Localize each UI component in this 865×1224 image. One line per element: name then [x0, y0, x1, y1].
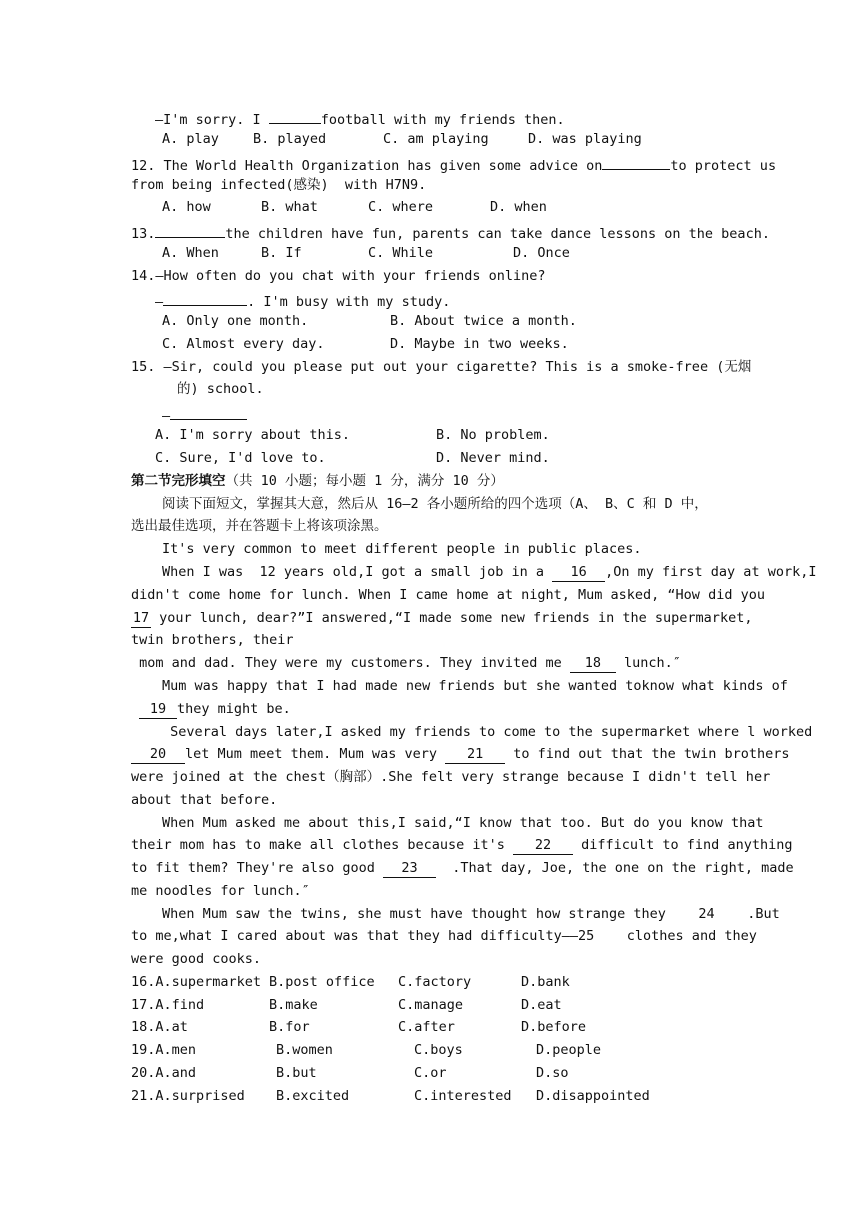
q11-text-pre: —I'm sorry. I — [155, 112, 269, 128]
answer-row-21 — [131, 1085, 650, 1222]
passage-text: to fit them? They're also good — [131, 860, 383, 876]
passage-line: Mum was happy that I had made new friends but she wanted toknow what kinds of — [162, 678, 788, 694]
q11-option-b: B. played — [253, 131, 327, 147]
q13-text-pre: 13. — [131, 226, 156, 242]
answer-20-b: B.but — [276, 1065, 317, 1081]
passage-line — [131, 652, 681, 675]
passage-text: let Mum meet them. Mum was very — [185, 746, 446, 762]
q15-line-2: 的) school. — [177, 381, 264, 397]
passage-line: When Mum saw the twins, she must have thought how strange they 24 .But — [162, 906, 780, 922]
answer-number: 20. — [131, 1065, 156, 1081]
blank-16: 16 — [552, 563, 605, 582]
answer-option: A.surprised — [155, 1088, 245, 1104]
answer-21-c: C.interested — [414, 1088, 512, 1104]
q15-option-b: B. No problem. — [436, 427, 550, 443]
answer-option: A.find — [155, 997, 205, 1013]
passage-line — [131, 607, 752, 630]
q12-blank — [602, 151, 670, 170]
section-note: （共 10 小题；每小题 1 分，满分 10 分） — [225, 473, 504, 489]
passage-p1: It's very common to meet different people in public places. — [162, 541, 642, 557]
answer-16-c: C.factory — [398, 974, 472, 990]
answer-number: 16. — [131, 974, 156, 990]
q12-option-b: B. what — [261, 199, 318, 215]
answer-option: A.men — [155, 1042, 197, 1058]
answer-16-b: B.post office — [269, 974, 375, 990]
passage-text: .That day, Joe, the one on the right, made — [435, 860, 794, 876]
passage-line — [162, 561, 816, 584]
passage-text: mom and dad. They were my customers. They invited me — [131, 655, 570, 671]
section-instructions-2: 选出最佳选项，并在答题卡上将该项涂黑。 — [131, 518, 388, 534]
passage-text: your lunch, dear?”I answered,“I made some new friends in the supermarket, — [151, 610, 753, 626]
passage-line — [131, 834, 792, 857]
q11-option-d: D. was playing — [528, 131, 642, 147]
answer-21-b: B.excited — [276, 1088, 350, 1104]
passage-text: they might be. — [177, 701, 291, 717]
q15-option-a: A. I'm sorry about this. — [155, 427, 351, 443]
section-heading — [131, 470, 504, 493]
blank-23: 23 — [383, 859, 436, 878]
answer-16-d: D.bank — [521, 974, 570, 990]
answer-19-a — [131, 1039, 196, 1062]
q14-line-1: 14.—How often do you chat with your friends online? — [131, 268, 546, 284]
passage-line: were good cooks. — [131, 951, 262, 967]
q12-option-a: A. how — [162, 199, 211, 215]
passage-line: me noodles for lunch.″ — [131, 883, 310, 899]
q12-text-pre: 12. The World Health Organization has given some advice on — [131, 158, 603, 174]
q12-option-c: C. where — [368, 199, 434, 215]
answer-18-d: D.before — [521, 1019, 587, 1035]
q15-option-c: C. Sure, I'd love to. — [155, 450, 326, 466]
q13-line — [131, 219, 770, 246]
q14-option-d: D. Maybe in two weeks. — [390, 336, 569, 352]
passage-line: twin brothers, their — [131, 632, 294, 648]
answer-20-c: C.or — [414, 1065, 447, 1081]
q12-option-d: D. when — [490, 199, 547, 215]
q14-text-post: . I'm busy with my study. — [247, 294, 451, 310]
q14-blank — [163, 287, 247, 306]
answer-17-a — [131, 994, 204, 1017]
passage-line — [131, 743, 790, 766]
passage-line: about that before. — [131, 792, 278, 808]
q12-line-2: from being infected(感染) with H7N9. — [131, 177, 427, 193]
q13-option-c: C. While — [368, 245, 434, 261]
section-title: 第二节完形填空 — [131, 473, 226, 489]
blank-19: 19 — [139, 700, 177, 719]
q15-line-1: 15. —Sir, could you please put out your cigarette? This is a smoke-free (无烟 — [131, 359, 752, 375]
blank-22: 22 — [513, 836, 573, 855]
q11-option-a: A. play — [162, 131, 219, 147]
answer-18-c: C.after — [398, 1019, 455, 1035]
answer-18-a — [131, 1016, 188, 1039]
answer-21-d: D.disappointed — [536, 1088, 650, 1104]
passage-line — [131, 857, 794, 880]
answer-17-b: B.make — [269, 997, 318, 1013]
q14-option-c: C. Almost every day. — [162, 336, 325, 352]
passage-text: When I was 12 years old,I got a small job in a — [162, 564, 553, 580]
answer-16-a — [131, 971, 261, 994]
answer-option: A.supermarket — [155, 974, 262, 990]
answer-option: A.at — [155, 1019, 188, 1035]
passage-text: ,On my first day at work,I — [605, 564, 817, 580]
q12-text-post: to protect us — [670, 158, 777, 174]
passage-text: their mom has to make all clothes because it's — [131, 837, 514, 853]
passage-line: didn't come home for lunch. When I came home at night, Mum asked, “How did you — [131, 587, 765, 603]
q14-dash: — — [155, 294, 164, 310]
answer-number: 21. — [131, 1088, 156, 1104]
answer-17-d: D.eat — [521, 997, 562, 1013]
passage-line: were joined at the chest（胸部）.She felt very strange because I didn't tell her — [131, 769, 771, 785]
answer-option: A.and — [155, 1065, 197, 1081]
section-instructions-1: 阅读下面短文，掌握其大意，然后从 16—2 各小题所给的四个选项（A、 B、C 和 D 中， — [162, 496, 708, 512]
q11-text-post: football with my friends then. — [320, 112, 565, 128]
q15-blank — [170, 401, 247, 420]
answer-number: 19. — [131, 1042, 156, 1058]
passage-line — [139, 698, 291, 721]
answer-21-a — [131, 1085, 245, 1108]
answer-20-d: D.so — [536, 1065, 569, 1081]
passage-line: When Mum asked me about this,I said,“I know that too. But do you know that — [162, 815, 764, 831]
q15-option-d: D. Never mind. — [436, 450, 550, 466]
q13-blank — [155, 219, 225, 238]
blank-17: 17 — [132, 610, 150, 626]
q14-option-a: A. Only one month. — [162, 313, 309, 329]
answer-17-c: C.manage — [398, 997, 464, 1013]
passage-text: to find out that the twin brothers — [505, 746, 790, 762]
q13-text-post: the children have fun, parents can take dance lessons on the beach. — [225, 226, 770, 242]
answer-number: 18. — [131, 1019, 156, 1035]
answer-19-b: B.women — [276, 1042, 333, 1058]
q11-option-c: C. am playing — [383, 131, 489, 147]
blank-20: 20 — [131, 745, 185, 764]
blank-18: 18 — [570, 654, 616, 673]
q14-option-b: B. About twice a month. — [390, 313, 577, 329]
answer-20-a — [131, 1062, 196, 1085]
answer-19-c: C.boys — [414, 1042, 463, 1058]
q13-option-d: D. Once — [513, 245, 570, 261]
passage-text: difficult to find anything — [573, 837, 793, 853]
q13-option-a: A. When — [162, 245, 219, 261]
answer-19-d: D.people — [536, 1042, 602, 1058]
passage-text: lunch.″ — [615, 655, 681, 671]
answer-18-b: B.for — [269, 1019, 310, 1035]
q11-blank — [269, 105, 321, 124]
passage-line: to me,what I cared about was that they had difficulty——25 clothes and they — [131, 928, 757, 944]
q13-option-b: B. If — [261, 245, 302, 261]
answer-number: 17. — [131, 997, 156, 1013]
q15-dash: — — [162, 408, 171, 424]
passage-line: Several days later,I asked my friends to come to the supermarket where l worked — [162, 724, 813, 740]
blank-21: 21 — [445, 745, 505, 764]
